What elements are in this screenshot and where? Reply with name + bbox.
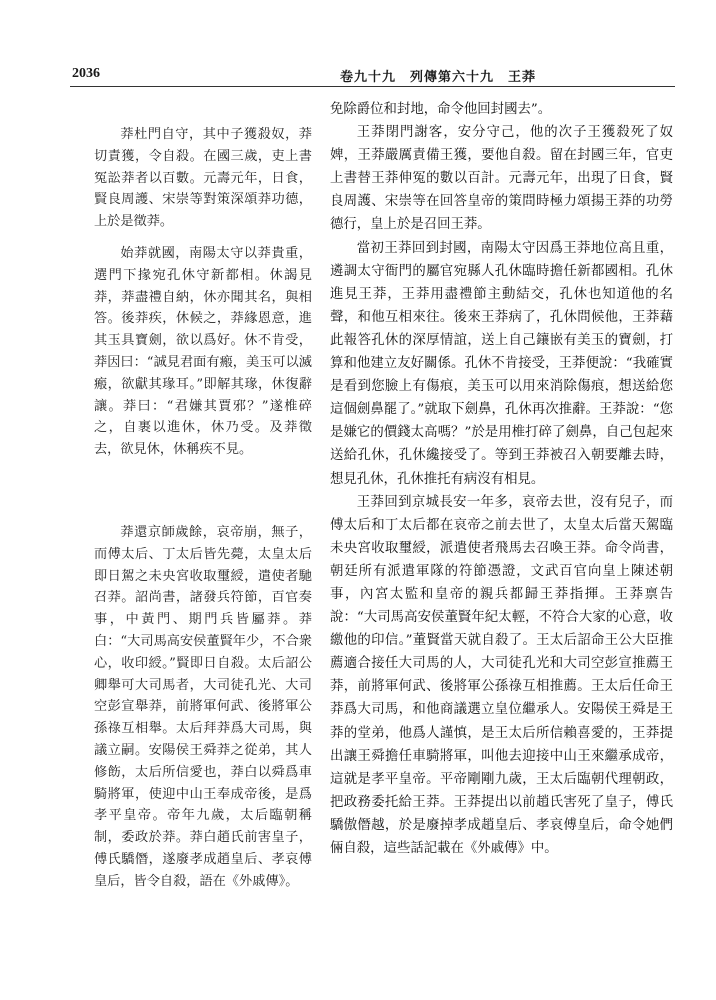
translation-paragraph: 王莽回到京城長安一年多，哀帝去世，沒有兒子，而傅太后和丁太后都在哀帝之前去世了，太皇太后當天駕臨未央宮收取璽綬，派遣使者飛馬去召喚王莽。命令尚書，朝廷所有派遣軍隊的符節憑證，文武百官向皇上陳述朝事，內宮太監和皇帝的親兵都歸王莽指揮。王莽禀告說：“大司馬高安侯董賢年紀太輕，不符合大家的心意，收繳他的印信。”董賢當天就自殺了。王太后詔命王公大臣推薦適合接任大司馬的人，大司徒孔光和大司空彭宣推薦王莽，前將軍何武、後將軍公孫祿互相推薦。王太后任命王莽爲大司馬，和他商議選立皇位繼承人。安陽侯王舜是王莽的堂弟，他爲人謹慎，是王太后所信賴喜愛的，王莽提出讓王舜擔任車騎將軍，叫他去迎接中山王來繼承成帝，這就是孝平皇帝。平帝剛剛九歲，王太后臨朝代理朝政，把政務委托給王莽。王莽提出以前趙氏害死了皇子，傅氏驕傲僭越，於是廢掉孝成趙皇后、孝哀傅皇后，命令她們倆自殺，這些話記載在《外戚傳》中。 [330, 494, 673, 856]
page-header [70, 66, 670, 86]
translation-paragraph: 當初王莽回到封國，南陽太守因爲王莽地位高且重，遴調太守衙門的屬官宛縣人孔休臨時擔任新都國相。孔休進見王莽，王莽用盡禮節主動結交，孔休也知道他的名聲，和他互相來往。後來王莽病了，孔休問候他，王莽藉此報答孔休的深厚情誼，送上自己鑲嵌有美玉的寶劍，打算和他建立友好關係。孔休不肯接受，王莽便說：“我確實是看到您臉上有傷痕，美玉可以用來消除傷痕，想送給您這個劍鼻罷了。”就取下劍鼻，孔休再次推辭。王莽說：“您是嫌它的價錢太高嗎？”於是用椎打碎了劍鼻，自己包起來送給孔休，孔休纔接受了。等到王莽被召入朝要離去時，想見孔休，孔休推托有病沒有相見。 [330, 240, 673, 487]
header-rule [70, 86, 675, 87]
classical-paragraph: 始莽就國，南陽太守以莽貴重，選門下掾宛孔休守新都相。休謁見莽，莽盡禮自納，休亦聞其名，與相答。後莽疾，休候之，莽緣恩意，進其玉具寶劍，欲以爲好。休不肯受，莽因曰：“誠見君面有瘢，美玉可以滅瘢，欲獻其瑑耳。”即解其瑑，休復辭讓。莽曰：“君嫌其賈邪？”遂椎碎之，自裹以進休，休乃受。及莽徵去，欲見休，休稱疾不見。 [94, 246, 312, 458]
translation-column [330, 98, 673, 860]
translation-paragraph: 王莽閉門謝客，安分守己，他的次子王獲殺死了奴婢，王莽嚴厲責備王獲，要他自殺。留在封國三年，官吏上書替王莽伸冤的數以百計。元壽元年，出現了日食，賢良周護、宋崇等在回答皇帝的策問時極力頌揚王莽的功勞德行，皇上於是召回王莽。 [330, 125, 673, 233]
translation-paragraph: 免除爵位和封地，命令他回封國去”。 [330, 102, 552, 117]
page-number: 2036 [72, 66, 100, 81]
classical-text-block-1 [94, 124, 312, 233]
classical-text-block-2 [94, 243, 312, 461]
classical-paragraph: 莽還京師歲餘，哀帝崩，無子，而傅太后、丁太后皆先薨，太皇太后即日駕之未央宮收取璽綬，遣使者馳召莽。詔尚書，諸發兵符節，百官奏事，中黃門、期門兵皆屬莽。莽白：“大司馬高安侯董賢年少，不合衆心，收印綬。”賢即日自殺。太后詔公卿舉可大司馬者，大司徒孔光、大司空彭宣舉莽，前將軍何武、後將軍公孫祿互相舉。太后拜莽爲大司馬，與議立嗣。安陽侯王舜莽之從弟，其人修飭，太后所信愛也，莽白以舜爲車騎將軍，使迎中山王奉成帝後，是爲孝平皇帝。帝年九歲，太后臨朝稱制，委政於莽。莽白趙氏前害皇子，傅氏驕僭，遂廢孝成趙皇后、孝哀傅皇后，皆令自殺，語在《外戚傳》。 [94, 525, 312, 889]
running-head: 卷九十九 列傳第六十九 王莽 [340, 70, 537, 85]
classical-text-block-3 [94, 522, 312, 893]
classical-paragraph: 莽杜門自守，其中子獲殺奴，莽切責獲，令自殺。在國三歲，吏上書冤訟莽者以百數。元壽元年，日食，賢良周護、宋崇等對策深頌莽功德，上於是徵莽。 [94, 127, 312, 230]
